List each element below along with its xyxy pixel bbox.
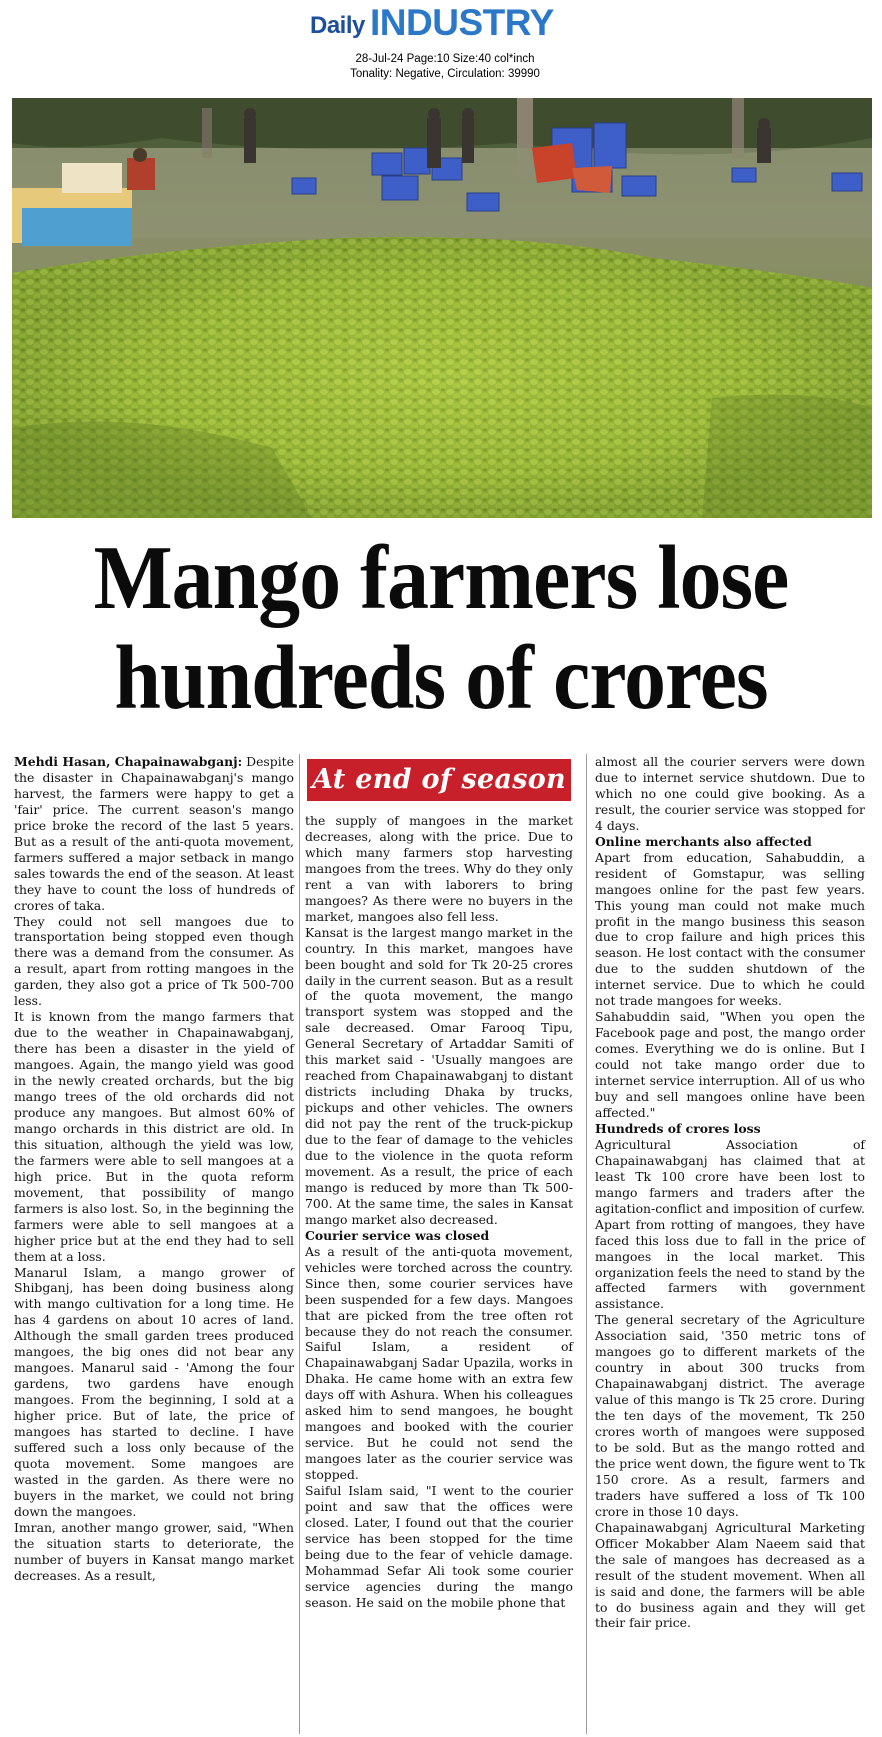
paragraph: As a result of the anti-quota movement, vehicles were torched across the country. Since then, some courier services have been suspended for a few days. Mangoes that are picked from the tree often rot because they do not reach the consumer. Saiful Islam, a resident of Chapainawabganj Sadar Upazila, works in Dhaka. He came home with an extra few days off with Ashura. When his colleagues asked him to send mangoes, he bought mangoes and booked with the courier service. But he could not send the mangoes later as the courier service was stopped. [305,1243,573,1483]
article-column-3 [595,754,865,1631]
subhead-online: Online merchants also affected [595,833,812,849]
paragraph: Kansat is the largest mango market in the country. In this market, mangoes have been bought and sold for Tk 20-25 crores daily in the current season. But as a result of the quota movement, the mango transport system was stopped and the sale decreased. Omar Farooq Tipu, General Secretary of Artaddar Samiti of this market said - 'Usually mangoes are reached from Chapainawabganj to distant districts including Dhaka by trucks, pickups and other vehicles. The owners did not pay the rent of the truck-pickup due to the fear of damage to the vehicles due to the violence in the quota reform movement. As a result, the price of each mango is reduced by more than Tk 500-700. At the same time, the sales in Kansat mango market also decreased. [305,924,573,1227]
subhead-crores: Hundreds of crores loss [595,1120,761,1136]
mango-orchard-photo [12,98,872,518]
paragraph: Manarul Islam, a mango grower of Shibganj, has been doing business along with mango cultivation for a long time. He has 4 gardens on about 10 acres of land. Although the small garden trees produced mangoes, the big ones did not bear any mangoes. Manarul said - 'Among the four gardens, two gardens have enough mangoes. From the beginning, I sold at a higher price. But of late, the price of mangoes has started to decline. I have suffered such a loss only because of the quota movement. Some mangoes are wasted in the garden. As there were no buyers in the market, we could not bring down the mangoes. [14,1264,294,1519]
article-column-2 [305,813,573,1611]
headline-line-1: Mango farmers lose [93,527,789,628]
paragraph: Imran, another mango grower, said, "When the situation starts to deteriorate, the number of buyers in Kansat mango market decreases. As a result, [14,1519,294,1583]
newspaper-logo [310,2,580,46]
clip-info: 28-Jul-24 Page:10 Size:40 col*inch [355,53,535,65]
logo-industry: INDUSTRY [370,2,554,43]
paragraph: It is known from the mango farmers that due to the weather in Chapainawabganj, there has been a disaster in the yield of mangoes. Again, the mango yield was good in the newly created orchards, but the big mango trees of the old orchards did not produce any mangoes. But almost 60% of mango orchards in this district are old. In this situation, although the yield was low, the farmers were able to sell mangoes at a high price. But in the quota reform movement, that possibility of mango farmers is also lost. So, in the beginning the farmers were able to sell mangoes at a higher price but at the end they had to sell them at a loss. [14,1009,294,1264]
paragraph: They could not sell mangoes due to transportation being stopped even though there was a demand from the consumer. As a result, apart from rotting mangoes in the garden, they also got a price of Tk 500-700 less. [14,913,294,1009]
paragraph: Apart from education, Sahabuddin, a resident of Gomstapur, was selling mangoes online for the past few years. This young man could not make much profit in the mango business this season due to crop failure and high prices this season. He lost contact with the consumer due to the sudden shutdown of the internet service. Due to which he could not trade mangoes for weeks. [595,849,865,1009]
column-divider [299,754,300,1734]
section-kicker: At end of season [307,759,571,801]
headline-line-2: hundreds of crores [114,627,768,728]
paragraph: the supply of mangoes in the market decreases, along with the price. Due to which many farmers stop harvesting mangoes from the trees. Why do they only rent a van with laborers to bring mangoes? As there were no buyers in the market, mangoes also fell less. [305,813,573,924]
tonality-info: Tonality: Negative, Circulation: 39990 [350,68,540,80]
logo-daily: Daily [310,12,365,39]
byline: Mehdi Hasan, Chapainawabganj: [14,754,243,769]
paragraph: almost all the courier servers were down due to internet service shutdown. Due to which no one could give booking. As a result, the courier service was stopped for 4 days. [595,754,865,833]
paragraph: Despite the disaster in Chapainawabganj's mango harvest, the farmers were happy to get a 'fair' price. The current season's mango price broke the record of the last 5 years. But as a result of the anti-quota movement, farmers suffered a major setback in mango sales towards the end of the season. At least they have to count the loss of hundreds of crores of taka. [14,754,294,913]
headline [44,528,837,728]
clip-metadata [330,52,560,82]
article-column-1 [14,754,294,1584]
subhead-courier: Courier service was closed [305,1227,490,1243]
paragraph: Chapainawabganj Agricultural Marketing Officer Mokabber Alam Naeem said that the sale of mangoes has decreased as a result of the student movement. When all is said and done, the farmers will be able to do business again and they will get their fair price. [595,1519,865,1631]
paragraph: The general secretary of the Agriculture Association said, '350 metric tons of mangoes go to different markets of the country in about 300 trucks from Chapainawabganj district. The average value of this mango is Tk 25 crore. During the ten days of the movement, Tk 250 crores worth of mangoes were supposed to be sold. But as the mango rotted and the price went down, the figure went to Tk 150 crore. As a result, farmers and traders have suffered a loss of Tk 100 crore in those 10 days. [595,1312,865,1519]
paragraph: Sahabuddin said, "When you open the Facebook page and post, the mango order comes. Everything we do is online. But I could not take mango order due to internet service interruption. All of us who buy and sell mangoes online have been affected." [595,1009,865,1120]
column-divider [586,754,587,1734]
paragraph: Agricultural Association of Chapainawabganj has claimed that at least Tk 100 crore have been lost to mango farmers and traders after the agitation-conflict and imposition of curfew. Apart from rotting of mangoes, they have faced this loss due to fall in the price of mangoes in the local market. This organization feels the need to stand by the affected farmers with government assistance. [595,1136,865,1312]
paragraph: Saiful Islam said, "I went to the courier point and saw that the offices were closed. Later, I found out that the courier service has been stopped for the time being due to the fear of vehicle damage. Mohammad Sefar Ali took some courier service agencies during the mango season. He said on the mobile phone that [305,1483,573,1610]
